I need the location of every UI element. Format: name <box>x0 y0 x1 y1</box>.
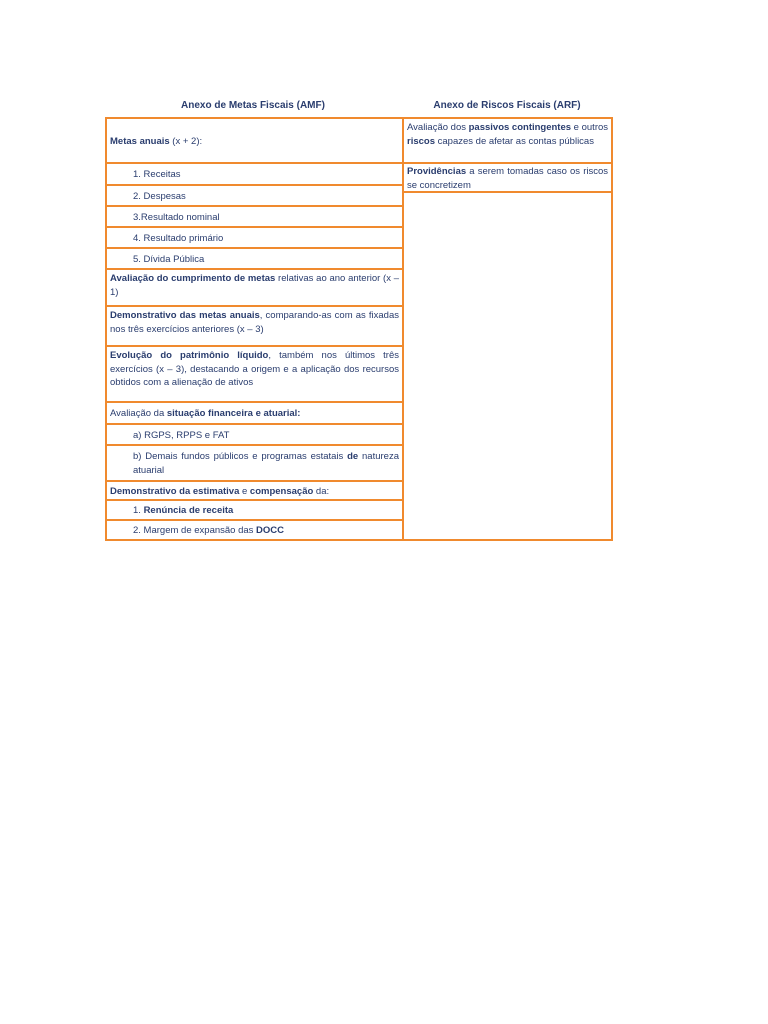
resultado-primario-text: 4. Resultado primário <box>133 232 224 244</box>
arf-header: Anexo de Riscos Fiscais (ARF) <box>433 100 581 111</box>
amf-row-renuncia-receita <box>107 501 402 521</box>
passivos-prefix: Avaliação dos <box>407 122 469 133</box>
arf-row-passivos-contingentes <box>404 119 611 164</box>
amf-column <box>107 119 404 539</box>
demonstrativo-metas-detail: , comparando-as com as fixadas nos três exercícios anteriores (x – 3) <box>110 310 399 335</box>
despesas-text: 2. Despesas <box>133 190 186 202</box>
amf-row-evolucao-patrimonio <box>107 347 402 403</box>
passivos-rest: capazes de afetar as contas públicas <box>435 135 594 147</box>
situacao-financeira-label: situação financeira e atuarial: <box>166 408 301 420</box>
arf-row-providencias <box>404 164 611 193</box>
demonstrativo-metas-label: Demonstrativo das metas anuais <box>110 310 260 321</box>
table-headers <box>105 100 613 116</box>
passivos-contingentes-label: passivos contingentes <box>468 122 572 133</box>
compensacao-label: compensação <box>249 485 314 497</box>
rgps-text: a) RGPS, RPPS e FAT <box>133 429 230 441</box>
amf-row-demonstrativo-metas <box>107 307 402 347</box>
demonstrativo-estimativa-mid: e <box>239 485 250 497</box>
fiscal-annex-table <box>105 117 613 541</box>
amf-header: Anexo de Metas Fiscais (AMF) <box>181 100 325 111</box>
demonstrativo-estimativa-rest: da: <box>313 485 330 497</box>
metas-anuais-label: Metas anuais <box>110 135 170 147</box>
amf-row-resultado-nominal <box>107 207 402 228</box>
amf-row-avaliacao-cumprimento <box>107 270 402 307</box>
amf-row-resultado-primario <box>107 228 402 249</box>
docc-label: DOCC <box>256 525 285 537</box>
passivos-mid: e outros <box>571 122 609 133</box>
situacao-financeira-prefix: Avaliação da <box>110 408 167 420</box>
evolucao-patrimonio-detail: , também nos últimos três exercícios (x – 3), destacando a origem e a aplicação dos recursos obtidos com a alienação de ativos <box>110 350 399 388</box>
amf-row-receitas <box>107 164 402 186</box>
amf-row-margem-expansao <box>107 521 402 539</box>
amf-row-rgps <box>107 425 402 446</box>
demais-fundos-bold: de <box>347 451 359 462</box>
amf-row-demais-fundos <box>107 446 402 482</box>
renuncia-receita-label: Renúncia de receita <box>143 505 234 517</box>
amf-row-demonstrativo-estimativa <box>107 482 402 501</box>
demais-fundos-rest: natureza atuarial <box>133 451 399 476</box>
demonstrativo-estimativa-label: Demonstrativo da estimativa <box>110 485 240 497</box>
avaliacao-cumprimento-label: Avaliação do cumprimento de metas <box>110 273 276 284</box>
providencias-detail: a serem tomadas caso os riscos se concretizem <box>407 166 608 191</box>
margem-expansao-prefix: 2. Margem de expansão das <box>133 525 257 537</box>
providencias-label: Providências <box>407 166 467 177</box>
avaliacao-cumprimento-detail: relativas ao ano anterior (x – 1) <box>110 273 399 298</box>
resultado-nominal-text: 3.Resultado nominal <box>133 211 220 223</box>
amf-row-despesas <box>107 186 402 207</box>
receitas-text: 1. Receitas <box>133 169 181 181</box>
amf-row-situacao-financeira <box>107 403 402 425</box>
demais-fundos-prefix: b) Demais fundos públicos e programas estatais <box>133 451 348 462</box>
divida-publica-text: 5. Dívida Pública <box>133 253 205 265</box>
evolucao-patrimonio-label: Evolução do patrimônio líquido <box>110 350 269 361</box>
amf-row-divida-publica <box>107 249 402 270</box>
riscos-label: riscos <box>407 135 435 147</box>
metas-anuais-detail: (x + 2): <box>169 135 203 147</box>
amf-row-metas-anuais <box>107 119 402 164</box>
arf-column <box>404 119 611 539</box>
renuncia-receita-prefix: 1. <box>133 505 144 517</box>
